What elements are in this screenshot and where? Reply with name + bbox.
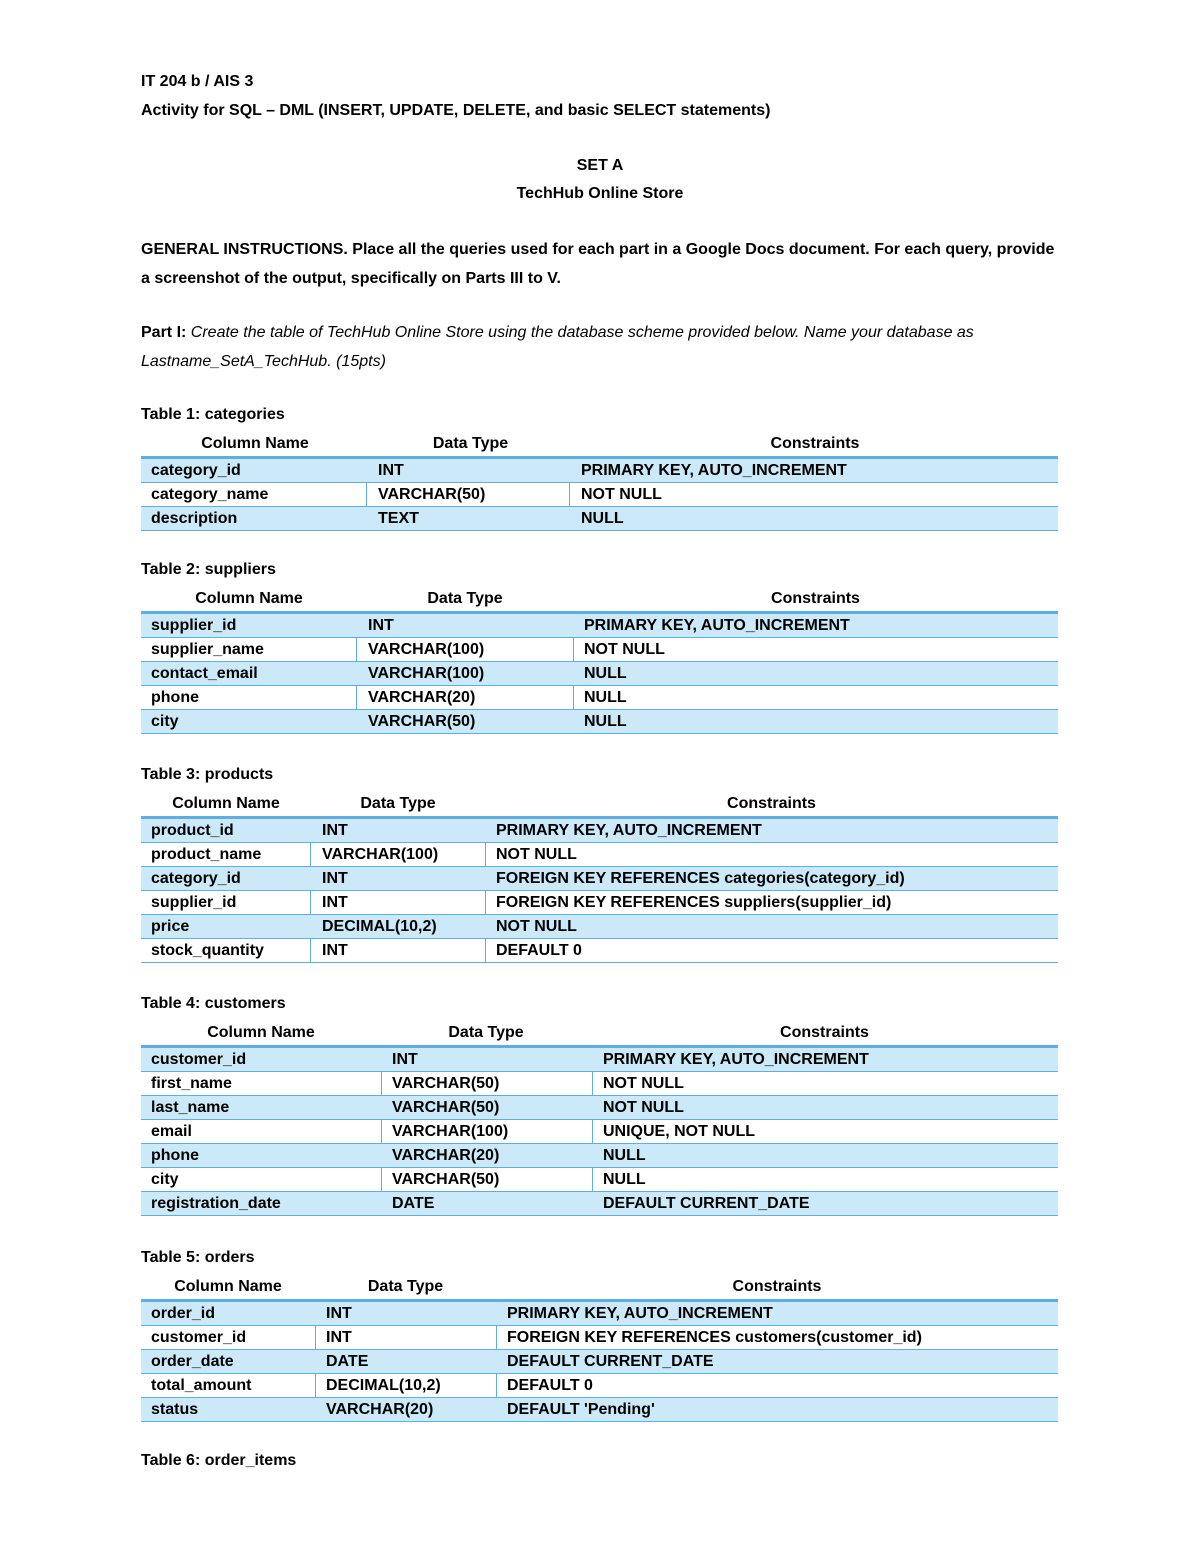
cell-column-name: customer_id [151, 1329, 247, 1346]
cell-column-name: category_id [151, 870, 241, 887]
cell-data-type: INT [322, 822, 348, 839]
header-data-type: Data Type [360, 795, 436, 812]
cell-constraints: NULL [584, 713, 627, 730]
general-instructions-label: GENERAL INSTRUCTIONS. [141, 241, 348, 258]
cell-column-name: phone [151, 1147, 199, 1164]
table-row [141, 614, 1058, 638]
general-instructions [141, 235, 1066, 293]
cell-constraints: NOT NULL [496, 918, 577, 935]
cell-constraints: PRIMARY KEY, AUTO_INCREMENT [507, 1305, 773, 1322]
cell-constraints: DEFAULT 0 [496, 942, 582, 959]
cell-data-type: VARCHAR(50) [368, 713, 476, 730]
cell-constraints: PRIMARY KEY, AUTO_INCREMENT [581, 462, 847, 479]
cell-column-name: first_name [151, 1075, 232, 1092]
header-data-type: Data Type [432, 435, 509, 452]
schema-table-products [141, 790, 1058, 963]
set-label: SET A [576, 157, 624, 174]
cell-data-type: DECIMAL(10,2) [326, 1377, 441, 1394]
cell-constraints: NULL [584, 689, 627, 706]
header-constraints: Constraints [771, 590, 860, 607]
cell-column-name: email [151, 1123, 192, 1140]
table-row [141, 638, 1058, 662]
schema-table-categories [141, 430, 1058, 531]
cell-data-type: VARCHAR(100) [368, 665, 485, 682]
table-caption: Table 2: suppliers [141, 561, 276, 578]
cell-data-type: INT [322, 870, 348, 887]
cell-data-type: VARCHAR(20) [368, 689, 476, 706]
cell-data-type: VARCHAR(50) [392, 1171, 500, 1188]
header-constraints: Constraints [732, 1278, 822, 1295]
table-row [141, 843, 1058, 867]
cell-column-name: order_date [151, 1353, 234, 1370]
table-row [141, 1144, 1058, 1168]
cell-data-type: DECIMAL(10,2) [322, 918, 437, 935]
cell-data-type: VARCHAR(50) [378, 486, 486, 503]
cell-column-name: stock_quantity [151, 942, 264, 959]
cell-data-type: DATE [326, 1353, 369, 1370]
cell-constraints: NOT NULL [584, 641, 665, 658]
course-code: IT 204 b / AIS 3 [141, 73, 254, 90]
cell-column-name: category_id [151, 462, 241, 479]
cell-constraints: DEFAULT CURRENT_DATE [507, 1353, 714, 1370]
cell-column-name: product_id [151, 822, 234, 839]
activity-title: Activity for SQL – DML (INSERT, UPDATE, DELETE, and basic SELECT statements) [141, 102, 771, 119]
table-header [141, 430, 1058, 456]
cell-column-name: last_name [151, 1099, 230, 1116]
cell-constraints: DEFAULT CURRENT_DATE [603, 1195, 810, 1212]
cell-constraints: DEFAULT 0 [507, 1377, 593, 1394]
table-row [141, 686, 1058, 710]
table-row [141, 1398, 1058, 1422]
part1-label: Part I: [141, 324, 187, 341]
table-row [141, 507, 1058, 531]
table-row [141, 1048, 1058, 1072]
header-data-type: Data Type [427, 590, 503, 607]
table-caption: Table 4: customers [141, 995, 286, 1012]
cell-data-type: DATE [392, 1195, 435, 1212]
cell-constraints: NOT NULL [496, 846, 577, 863]
cell-data-type: INT [392, 1051, 418, 1068]
header-data-type: Data Type [448, 1024, 524, 1041]
cell-constraints: NULL [581, 510, 624, 527]
table-caption: Table 1: categories [141, 406, 285, 423]
cell-data-type: TEXT [378, 510, 419, 527]
cell-data-type: VARCHAR(50) [392, 1075, 500, 1092]
cell-constraints: FOREIGN KEY REFERENCES categories(category_id) [496, 870, 905, 887]
cell-data-type: VARCHAR(100) [322, 846, 439, 863]
cell-constraints: NULL [603, 1171, 646, 1188]
table-row [141, 1192, 1058, 1216]
cell-data-type: INT [326, 1305, 352, 1322]
cell-data-type: VARCHAR(100) [392, 1123, 509, 1140]
table-caption: Table 6: order_items [141, 1452, 297, 1469]
cell-data-type: INT [326, 1329, 352, 1346]
cell-column-name: category_name [151, 486, 269, 503]
cell-column-name: supplier_id [151, 894, 237, 911]
header-column-name: Column Name [174, 1278, 282, 1295]
cell-constraints: DEFAULT 'Pending' [507, 1401, 655, 1418]
cell-data-type: INT [322, 894, 348, 911]
schema-table-orders [141, 1273, 1058, 1422]
cell-constraints: NULL [603, 1147, 646, 1164]
table-header [141, 790, 1058, 816]
cell-column-name: city [151, 713, 179, 730]
table-row [141, 1120, 1058, 1144]
cell-constraints: NOT NULL [603, 1099, 684, 1116]
cell-constraints: PRIMARY KEY, AUTO_INCREMENT [496, 822, 762, 839]
cell-data-type: INT [368, 617, 394, 634]
cell-column-name: customer_id [151, 1051, 247, 1068]
table-row [141, 867, 1058, 891]
cell-constraints: NOT NULL [581, 486, 662, 503]
table-row [141, 1326, 1058, 1350]
cell-constraints: PRIMARY KEY, AUTO_INCREMENT [603, 1051, 869, 1068]
header-column-name: Column Name [201, 435, 309, 452]
table-row [141, 939, 1058, 963]
cell-column-name: price [151, 918, 190, 935]
general-instructions-text: Place all the queries used for each part in a Google Docs document. For each query, provide a screenshot of the output, specifically on Parts III to V. [141, 241, 1055, 287]
table-row [141, 1072, 1058, 1096]
cell-constraints: FOREIGN KEY REFERENCES customers(customer_id) [507, 1329, 922, 1346]
cell-constraints: UNIQUE, NOT NULL [603, 1123, 755, 1140]
header-data-type: Data Type [367, 1278, 444, 1295]
cell-column-name: supplier_id [151, 617, 237, 634]
header-column-name: Column Name [195, 590, 303, 607]
cell-data-type: VARCHAR(20) [392, 1147, 500, 1164]
cell-constraints: NULL [584, 665, 627, 682]
header-constraints: Constraints [727, 795, 816, 812]
table-row [141, 1302, 1058, 1326]
cell-column-name: supplier_name [151, 641, 264, 658]
part1-text: Create the table of TechHub Online Store using the database scheme provided below. Name your database as Lastname_SetA_TechHub. (15pts) [141, 324, 974, 370]
cell-constraints: NOT NULL [603, 1075, 684, 1092]
cell-constraints: FOREIGN KEY REFERENCES suppliers(supplier_id) [496, 894, 892, 911]
cell-data-type: VARCHAR(20) [326, 1401, 434, 1418]
table-row [141, 1096, 1058, 1120]
cell-data-type: INT [378, 462, 404, 479]
cell-column-name: phone [151, 689, 199, 706]
table-row [141, 483, 1058, 507]
table-row [141, 710, 1058, 734]
table-row [141, 915, 1058, 939]
table-header [141, 585, 1058, 611]
header-column-name: Column Name [172, 795, 280, 812]
cell-data-type: VARCHAR(100) [368, 641, 485, 658]
table-row [141, 891, 1058, 915]
header-constraints: Constraints [780, 1024, 869, 1041]
cell-column-name: product_name [151, 846, 262, 863]
table-row [141, 459, 1058, 483]
table-caption: Table 3: products [141, 766, 274, 783]
schema-table-customers [141, 1019, 1058, 1216]
cell-data-type: VARCHAR(50) [392, 1099, 500, 1116]
store-title: TechHub Online Store [516, 185, 684, 202]
cell-column-name: status [151, 1401, 199, 1418]
cell-constraints: PRIMARY KEY, AUTO_INCREMENT [584, 617, 850, 634]
table-row [141, 1168, 1058, 1192]
schema-table-suppliers [141, 585, 1058, 734]
table-row [141, 1374, 1058, 1398]
header-constraints: Constraints [770, 435, 860, 452]
cell-data-type: INT [322, 942, 348, 959]
part1-instructions [141, 318, 1066, 376]
table-row [141, 1350, 1058, 1374]
cell-column-name: order_id [151, 1305, 216, 1322]
table-header [141, 1273, 1058, 1299]
table-row [141, 819, 1058, 843]
table-caption: Table 5: orders [141, 1249, 255, 1266]
cell-column-name: city [151, 1171, 179, 1188]
table-header [141, 1019, 1058, 1045]
header-column-name: Column Name [207, 1024, 315, 1041]
cell-column-name: description [151, 510, 238, 527]
table-row [141, 662, 1058, 686]
cell-column-name: registration_date [151, 1195, 281, 1212]
cell-column-name: total_amount [151, 1377, 252, 1394]
cell-column-name: contact_email [151, 665, 258, 682]
